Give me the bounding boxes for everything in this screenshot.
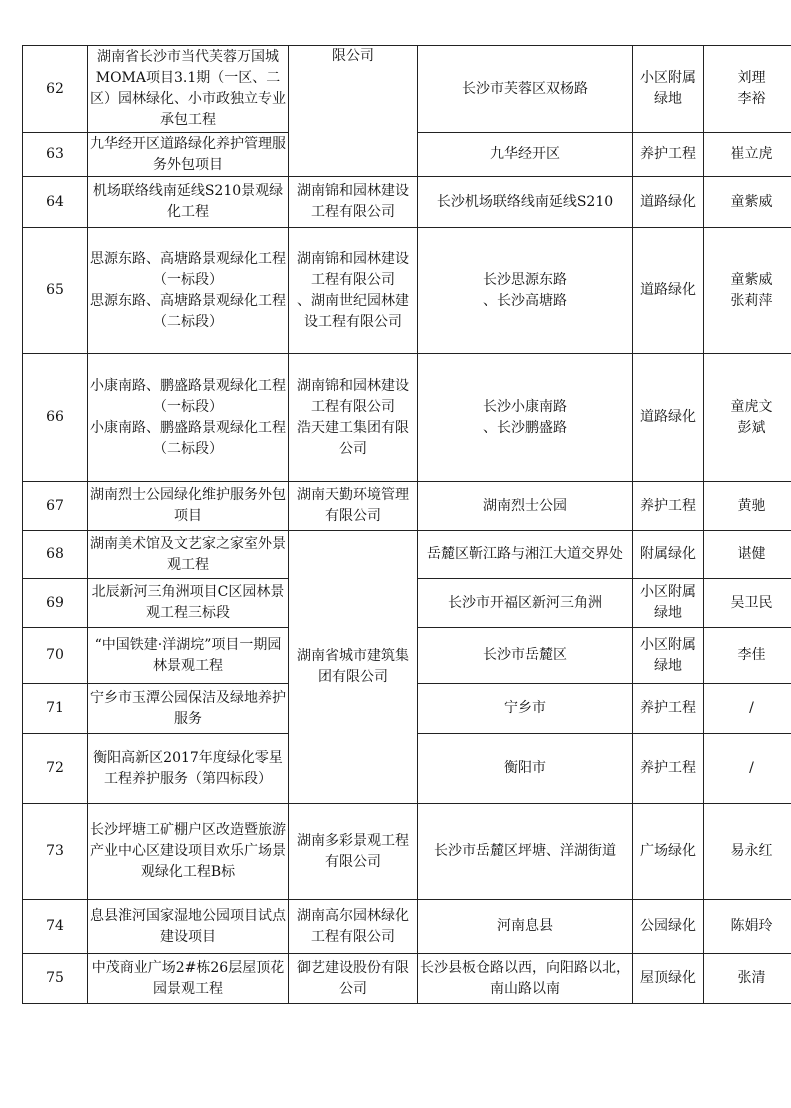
row-number: 63 [23, 133, 88, 177]
table-row [23, 46, 791, 133]
company-name: 御艺建设股份有限公司 [289, 954, 418, 1004]
company-name: 湖南天勤环境管理有限公司 [289, 482, 418, 531]
table-row [23, 804, 791, 900]
project-leader: / [704, 734, 791, 804]
row-number: 71 [23, 684, 88, 734]
project-location: 河南息县 [418, 900, 633, 954]
project-name: 小康南路、鹏盛路景观绿化工程 （一标段） 小康南路、鹏盛路景观绿化工程 （二标段） [88, 354, 289, 482]
project-leader: 童虎文 彭斌 [704, 354, 791, 482]
project-name: “中国铁建·洋湖垸”项目一期园林景观工程 [88, 628, 289, 684]
project-name: 湖南省长沙市当代芙蓉万国城MOMA项目3.1期（一区、二区）园林绿化、小市政独立专业承包工程 [88, 46, 289, 133]
table-row [23, 177, 791, 228]
project-location: 宁乡市 [418, 684, 633, 734]
project-type: 养护工程 [633, 482, 704, 531]
row-number: 62 [23, 46, 88, 133]
table-row [23, 531, 791, 579]
project-location: 长沙市芙蓉区双杨路 [418, 46, 633, 133]
table-row [23, 954, 791, 1004]
project-type: 养护工程 [633, 734, 704, 804]
project-name: 北辰新河三角洲项目C区园林景观工程三标段 [88, 579, 289, 628]
project-location: 长沙机场联络线南延线S210 [418, 177, 633, 228]
project-type: 养护工程 [633, 684, 704, 734]
project-leader: 易永红 [704, 804, 791, 900]
project-name: 长沙坪塘工矿棚户区改造暨旅游产业中心区建设项目欢乐广场景观绿化工程B标 [88, 804, 289, 900]
row-number: 64 [23, 177, 88, 228]
project-type: 道路绿化 [633, 354, 704, 482]
company-name: 湖南高尔园林绿化工程有限公司 [289, 900, 418, 954]
project-type: 广场绿化 [633, 804, 704, 900]
project-leader: 李佳 [704, 628, 791, 684]
company-name: 湖南锦和园林建设工程有限公司 浩天建工集团有限公司 [289, 354, 418, 482]
row-number: 74 [23, 900, 88, 954]
project-leader: 谌健 [704, 531, 791, 579]
company-name: 湖南省城市建筑集团有限公司 [289, 531, 418, 804]
project-location: 岳麓区靳江路与湘江大道交界处 [418, 531, 633, 579]
project-leader: 崔立虎 [704, 133, 791, 177]
project-location: 长沙小康南路 、长沙鹏盛路 [418, 354, 633, 482]
project-leader: 吴卫民 [704, 579, 791, 628]
project-name: 中茂商业广场2#栋26层屋顶花园景观工程 [88, 954, 289, 1004]
company-name: 湖南锦和园林建设工程有限公司 [289, 177, 418, 228]
table-row [23, 354, 791, 482]
project-location: 长沙市岳麓区 [418, 628, 633, 684]
project-type: 小区附属 绿地 [633, 579, 704, 628]
project-name: 息县淮河国家湿地公园项目试点建设项目 [88, 900, 289, 954]
project-location: 九华经开区 [418, 133, 633, 177]
row-number: 69 [23, 579, 88, 628]
project-location: 衡阳市 [418, 734, 633, 804]
company-name: 湖南多彩景观工程有限公司 [289, 804, 418, 900]
project-name: 湖南美术馆及文艺家之家室外景观工程 [88, 531, 289, 579]
table-row [23, 482, 791, 531]
project-name: 九华经开区道路绿化养护管理服务外包项目 [88, 133, 289, 177]
row-number: 68 [23, 531, 88, 579]
project-leader: / [704, 684, 791, 734]
table-row [23, 228, 791, 354]
row-number: 75 [23, 954, 88, 1004]
project-leader: 刘理 李裕 [704, 46, 791, 133]
row-number: 73 [23, 804, 88, 900]
project-leader: 童紫威 张莉萍 [704, 228, 791, 354]
project-leader: 张清 [704, 954, 791, 1004]
company-name: 湖南锦和园林建设工程有限公司 、湖南世纪园林建设工程有限公司 [289, 228, 418, 354]
row-number: 66 [23, 354, 88, 482]
project-name: 宁乡市玉潭公园保洁及绿地养护服务 [88, 684, 289, 734]
project-location: 湖南烈士公园 [418, 482, 633, 531]
project-type: 附属绿化 [633, 531, 704, 579]
project-name: 思源东路、高塘路景观绿化工程 （一标段） 思源东路、高塘路景观绿化工程 （二标段） [88, 228, 289, 354]
project-leader: 童紫威 [704, 177, 791, 228]
project-type: 小区附属 绿地 [633, 46, 704, 133]
project-location: 长沙思源东路 、长沙高塘路 [418, 228, 633, 354]
company-name: 限公司 [289, 46, 418, 177]
project-name: 衡阳高新区2017年度绿化零星工程养护服务（第四标段） [88, 734, 289, 804]
project-name: 机场联络线南延线S210景观绿化工程 [88, 177, 289, 228]
project-leader: 陈娟玲 [704, 900, 791, 954]
table-row [23, 900, 791, 954]
project-leader: 黄驰 [704, 482, 791, 531]
project-location: 长沙县板仓路以西，向阳路以北，南山路以南 [418, 954, 633, 1004]
project-location: 长沙市岳麓区坪塘、洋湖街道 [418, 804, 633, 900]
row-number: 70 [23, 628, 88, 684]
project-name: 湖南烈士公园绿化维护服务外包项目 [88, 482, 289, 531]
row-number: 67 [23, 482, 88, 531]
project-location: 长沙市开福区新河三角洲 [418, 579, 633, 628]
project-type: 屋顶绿化 [633, 954, 704, 1004]
project-type: 公园绿化 [633, 900, 704, 954]
project-table [22, 45, 791, 1004]
project-type: 道路绿化 [633, 177, 704, 228]
project-type: 道路绿化 [633, 228, 704, 354]
row-number: 72 [23, 734, 88, 804]
row-number: 65 [23, 228, 88, 354]
project-type: 小区附属 绿地 [633, 628, 704, 684]
project-type: 养护工程 [633, 133, 704, 177]
